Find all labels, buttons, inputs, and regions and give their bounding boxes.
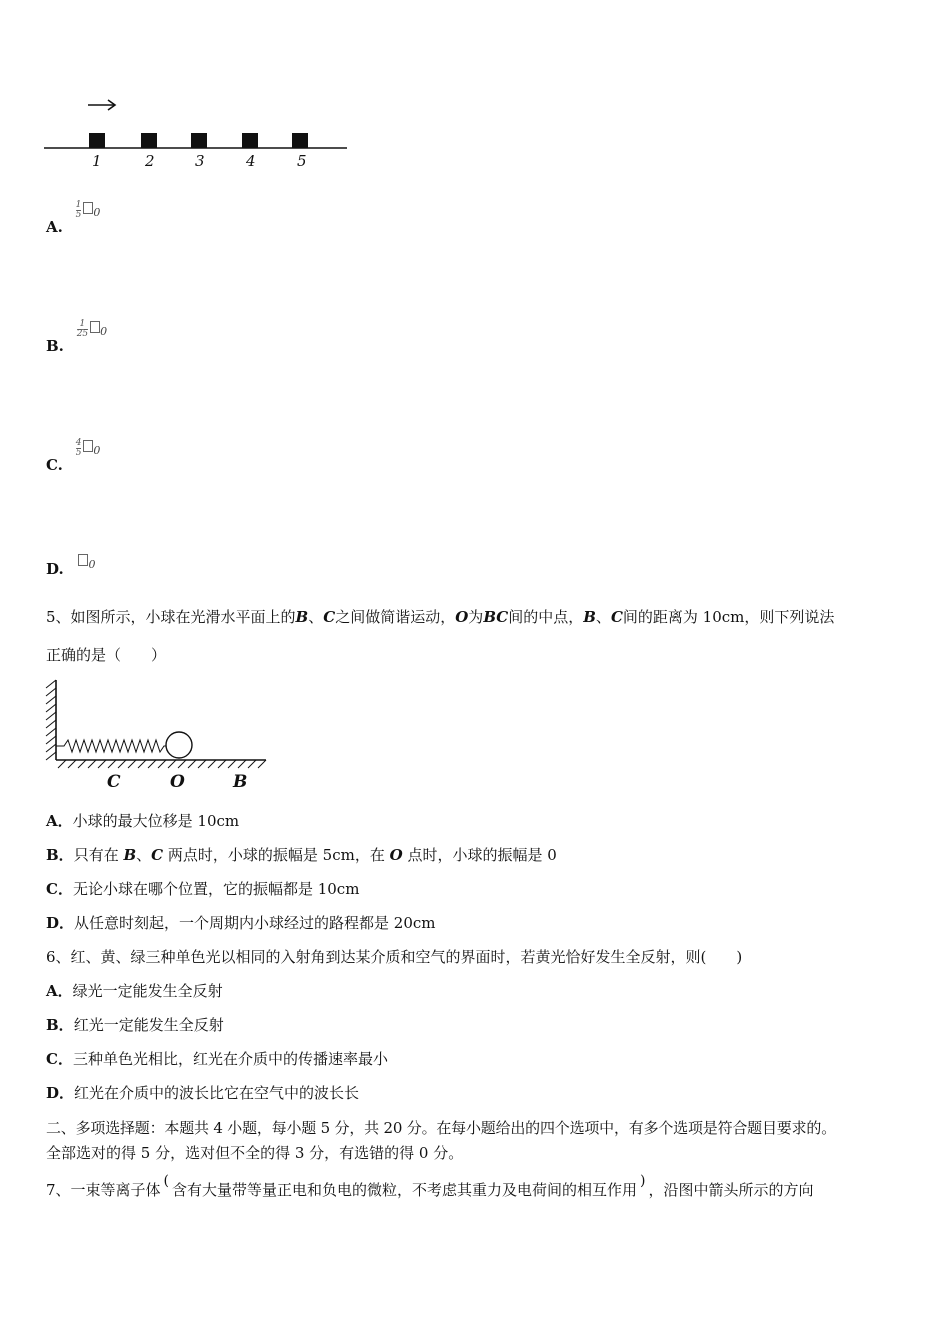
missing-glyph-icon: [90, 321, 100, 333]
q5-option-c[interactable]: C．无论小球在哪个位置，它的振幅都是 10cm: [46, 880, 360, 898]
missing-glyph-icon: [78, 554, 88, 566]
option-letter: D.: [46, 560, 64, 578]
prev-option-c[interactable]: C. $\frac{4}{5}$ 0: [46, 437, 101, 474]
section2-line1: 二、多项选择题：本题共 4 小题，每小题 5 分，共 20 分。在每小题给出的四个选项中，有多个选项是符合题目要求的。: [46, 1119, 836, 1137]
label-b: B: [233, 772, 248, 792]
missing-glyph-icon: [83, 202, 93, 214]
prev-option-b[interactable]: B. $\frac{1}{25}$ 0: [46, 318, 108, 355]
block-label-2: 2: [145, 152, 155, 170]
q5-stem-line1: 5、如图所示，小球在光滑水平面上的B、C之间做简谐运动，O为BC间的中点，B、C间的距离为 10cm，则下列说法: [46, 608, 835, 626]
q6-option-a[interactable]: A．绿光一定能发生全反射: [46, 982, 223, 1000]
block-label-4: 4: [246, 152, 256, 170]
q6-option-b[interactable]: B．红光一定能发生全反射: [46, 1016, 224, 1034]
q7-stem: 7、一束等离子体 ( 含有大量带等量正电和负电的微粒，不考虑其重力及电荷间的相互作用 ) ，沿图中箭头所示的方向: [46, 1173, 814, 1199]
q5-option-b[interactable]: B．只有在 B、C 两点时，小球的振幅是 5cm，在 O 点时，小球的振幅是 0: [46, 846, 557, 864]
label-c: C: [107, 772, 121, 792]
q6-option-c[interactable]: C．三种单色光相比，红光在介质中的传播速率最小: [46, 1050, 388, 1068]
block-label-3: 3: [195, 152, 205, 170]
section2-line2: 全部选对的得 5 分，选对但不全的得 3 分，有选错的得 0 分。: [46, 1144, 464, 1162]
prev-option-a[interactable]: A. $\frac{1}{5}$ 0: [46, 199, 101, 236]
option-letter: B.: [46, 337, 64, 355]
fraction: $\frac{4}{5}$: [75, 437, 82, 458]
q5-stem-line2: 正确的是（ ）: [46, 646, 167, 664]
missing-glyph-icon: [83, 440, 93, 452]
fraction: $\frac{1}{25}$: [76, 318, 89, 339]
label-o: O: [170, 772, 185, 792]
q5-option-a[interactable]: A．小球的最大位移是 10cm: [46, 812, 240, 830]
block-label-1: 1: [92, 152, 102, 170]
q6-option-d[interactable]: D．红光在介质中的波长比它在空气中的波长长: [46, 1084, 360, 1102]
option-letter: C.: [46, 456, 63, 474]
q6-stem: 6、红、黄、绿三种单色光以相同的入射角到达某介质和空气的界面时，若黄光恰好发生全反射，则( ): [46, 948, 743, 966]
prev-option-d[interactable]: D. 0: [46, 553, 95, 579]
block-label-5: 5: [297, 152, 307, 170]
arrow-label: [86, 92, 87, 93]
option-letter: A.: [46, 218, 63, 236]
q5-option-d[interactable]: D．从任意时刻起，一个周期内小球经过的路程都是 20cm: [46, 914, 436, 932]
fraction: $\frac{1}{5}$: [75, 199, 82, 220]
